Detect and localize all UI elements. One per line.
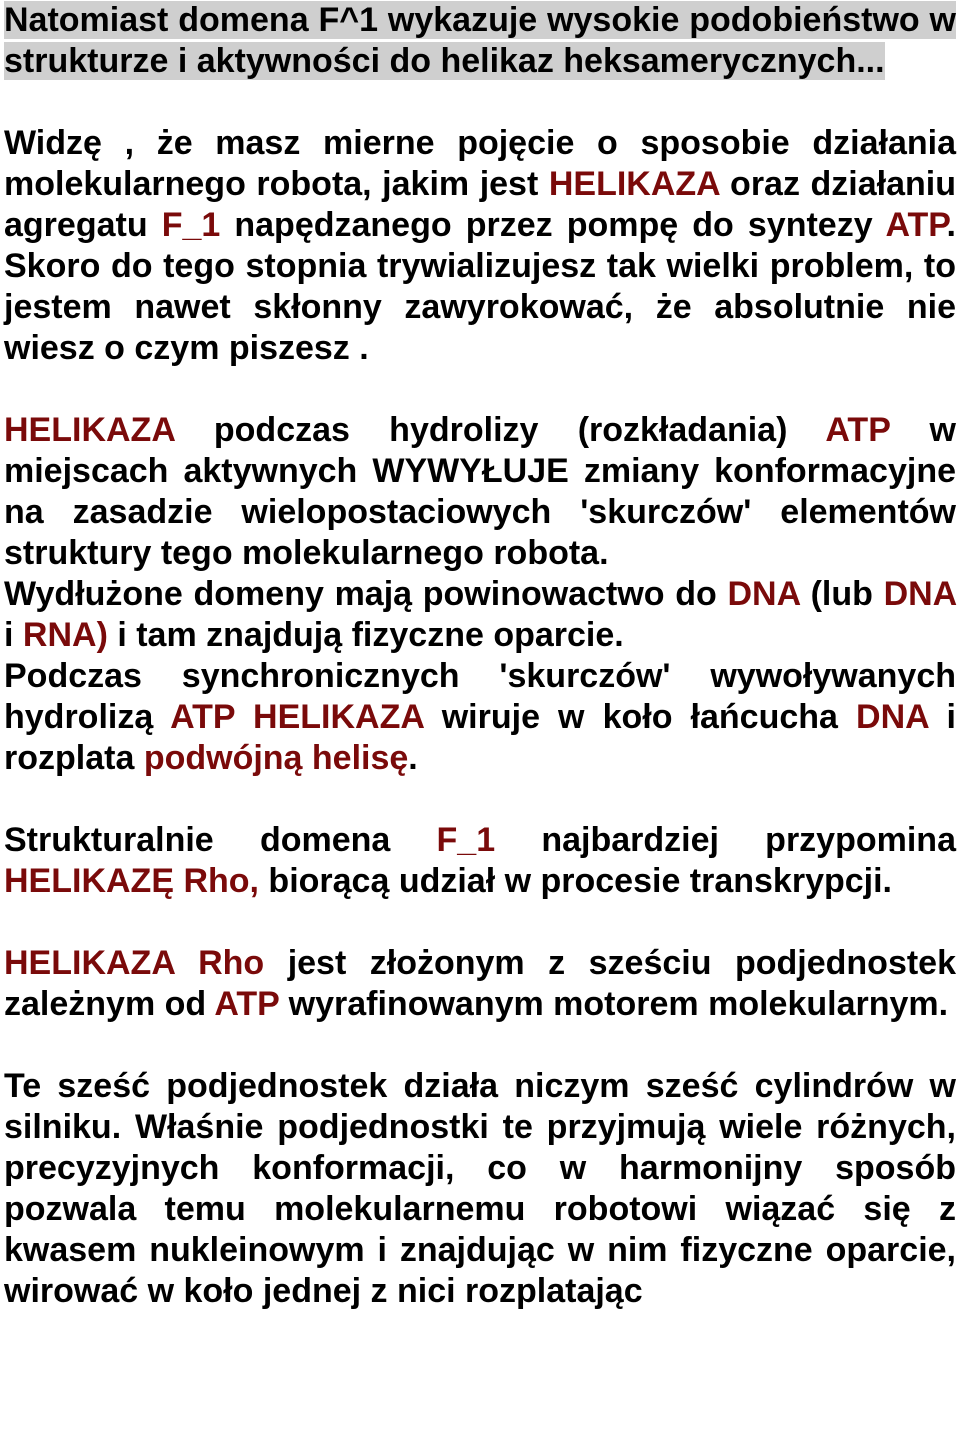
- paragraph-4: [4, 574, 956, 656]
- text-segment: napędzanego przez pompę do syntezy: [220, 206, 886, 244]
- highlighted-term: podwójną helisę: [143, 739, 409, 777]
- text-segment: Natomiast domena F^1 wykazuje wysokie podobieństwo w strukturze i aktywności do helikaz heksamerycznych...: [4, 1, 956, 80]
- highlighted-term: ATP: [885, 206, 947, 244]
- highlighted-term: HELIKAZĘ Rho,: [4, 862, 259, 900]
- text-segment: . Skoro do tego stopnia trywializujesz tak wielki problem, to jestem nawet skłonny zawyrokować, że absolutnie nie wiesz o czym piszesz .: [4, 206, 956, 367]
- text-segment: (lub: [799, 575, 884, 613]
- paragraph-3: [4, 410, 956, 574]
- highlighted-term: DNA: [883, 575, 956, 613]
- paragraph-6: [4, 820, 956, 902]
- highlighted-term: RNA): [22, 616, 108, 654]
- highlighted-term: HELIKAZA: [548, 165, 720, 203]
- highlighted-quote: [4, 1, 956, 80]
- text-segment: wiruje w koło łańcucha: [423, 698, 857, 736]
- highlighted-term: F_1: [436, 821, 496, 859]
- text-segment: wyrafinowanym motorem molekularnym.: [279, 985, 949, 1023]
- text-segment: w miejscach aktywnych WYWYŁUJE zmiany konformacyjne na zasadzie wielopostaciowych 'skurczów' elementów struktury tego molekularnego robota.: [4, 411, 956, 572]
- text-segment: .: [408, 739, 418, 777]
- text-segment: podczas hydrolizy (rozkładania): [174, 411, 826, 449]
- highlighted-term: HELIKAZA Rho: [4, 944, 265, 982]
- text-segment: Strukturalnie domena: [4, 821, 437, 859]
- text-segment: Wydłużone domeny mają powinowactwo do: [4, 575, 728, 613]
- highlighted-term: HELIKAZA: [4, 411, 175, 449]
- text-segment: i: [4, 616, 23, 654]
- text-segment: biorącą udział w procesie transkrypcji.: [258, 862, 893, 900]
- text-segment: Podczas synchronicznych 'skurczów' wywoływanych hydrolizą: [4, 657, 956, 736]
- text-segment: Te sześć podjednostek działa niczym sześć cylindrów w silniku. Właśnie podjednostki te przyjmują wiele różnych, precyzyjnych konformacji, co w harmonijny sposób pozwala temu molekularnemu robotowi wiązać się z kwasem nukleinowym i znajdując w nim fizyczne oparcie, wirować w koło jednej z nici rozplatając: [4, 1067, 956, 1310]
- highlighted-term: DNA: [856, 698, 929, 736]
- highlighted-term: F_1: [161, 206, 221, 244]
- paragraph-7: [4, 943, 956, 1025]
- paragraph-1: [4, 0, 956, 82]
- document-body: [4, 0, 956, 1312]
- text-segment: Widzę , że masz mierne pojęcie o sposobie działania molekularnego robota, jakim jest: [4, 124, 956, 203]
- highlighted-term: ATP: [825, 411, 891, 449]
- paragraph-2: [4, 123, 956, 369]
- text-segment: najbardziej przypomina: [495, 821, 956, 859]
- text-segment: jest złożonym z sześciu podjednostek zależnym od: [4, 944, 956, 1023]
- paragraph-5: [4, 656, 956, 779]
- highlighted-term: ATP: [214, 985, 280, 1023]
- highlighted-term: ATP HELIKAZA: [170, 698, 424, 736]
- paragraph-8: [4, 1066, 956, 1312]
- highlighted-term: DNA: [727, 575, 800, 613]
- text-segment: i rozplata: [4, 698, 956, 777]
- text-segment: i tam znajdują fizyczne oparcie.: [107, 616, 624, 654]
- text-segment: oraz działaniu agregatu: [4, 165, 956, 244]
